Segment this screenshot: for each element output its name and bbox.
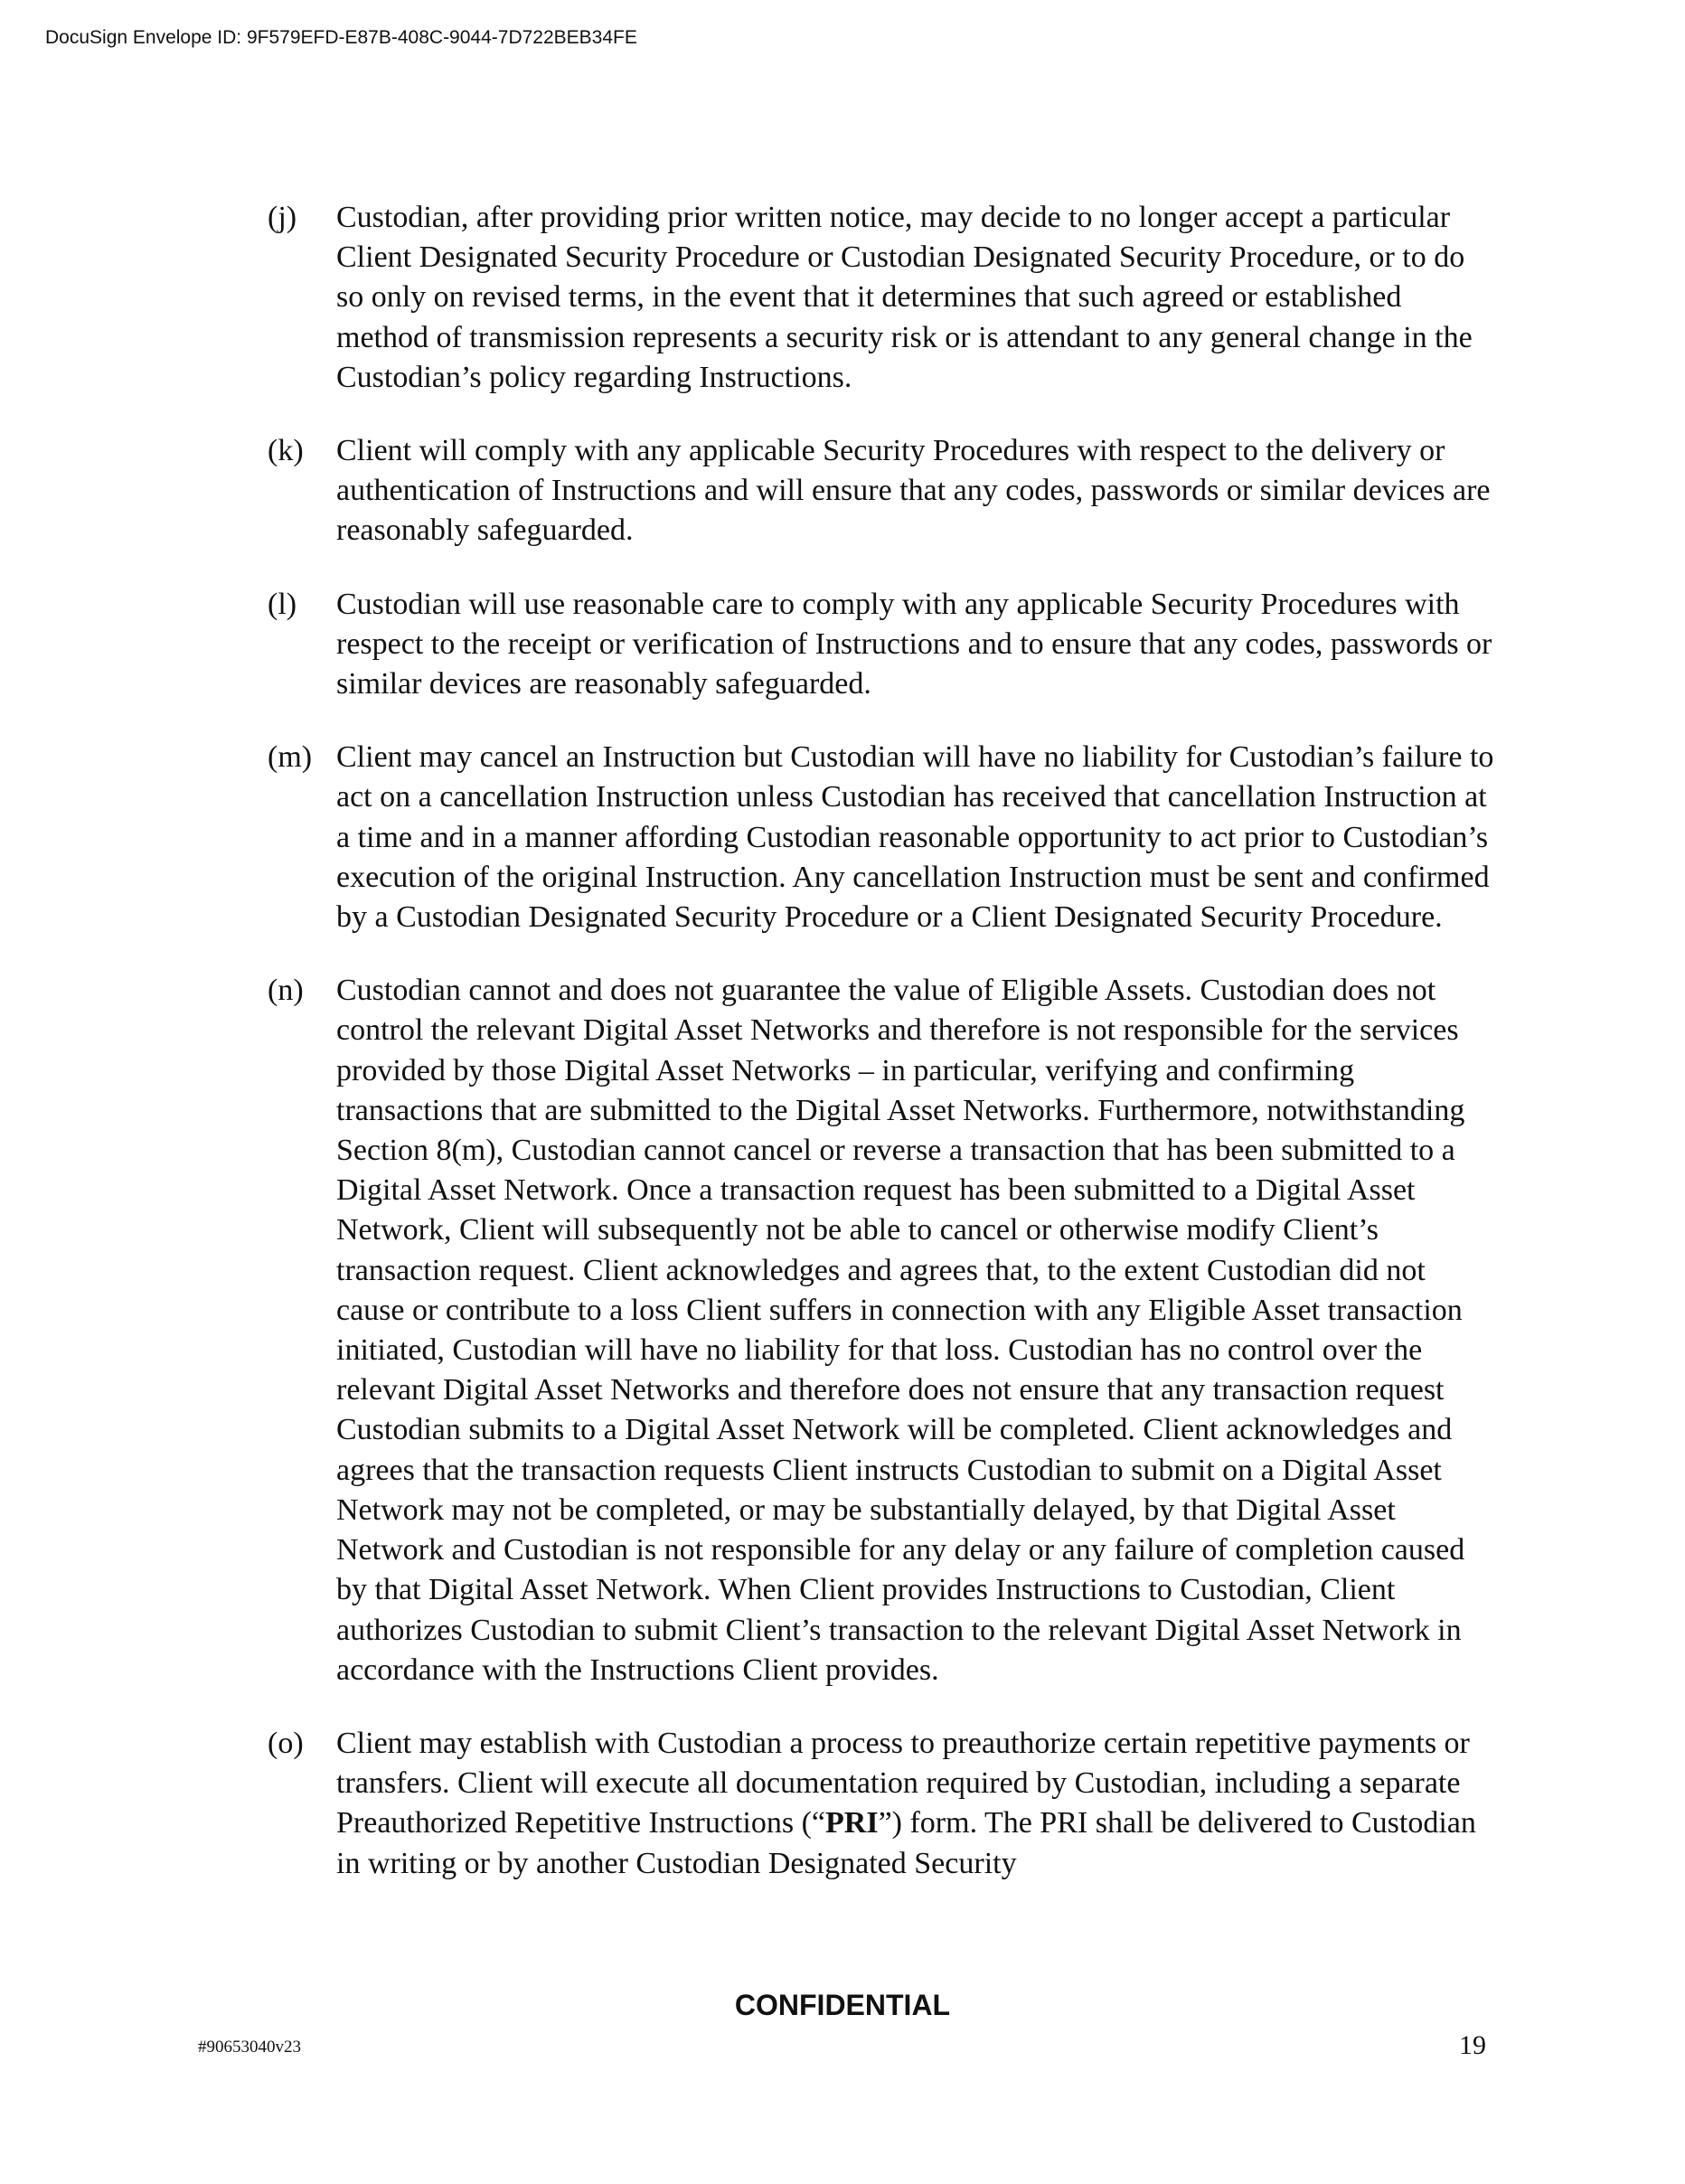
- document-number: #90653040v23: [198, 2038, 301, 2057]
- confidential-footer: CONFIDENTIAL: [734, 1989, 951, 2021]
- clause-o: [268, 1724, 1497, 1884]
- clause-n: [268, 971, 1497, 1690]
- clause-label: (l): [268, 587, 297, 621]
- clause-label: (o): [268, 1726, 304, 1760]
- page-number: 19: [1459, 2030, 1486, 2060]
- envelope-id-header: DocuSign Envelope ID: 9F579EFD-E87B-408C-9044-7D722BEB34FE: [45, 27, 637, 48]
- clause-label: (k): [268, 434, 304, 468]
- clause-text-before: Client may establish with Custodian a process to preauthorize certain repetitive payments or transfers. Client will execute all documentation required by Custodian, including a separate Preauthorized Repetitive Instructions (“: [336, 1726, 1470, 1840]
- clause-m: [268, 738, 1497, 937]
- clause-k: [268, 431, 1497, 551]
- clause-text: Client will comply with any applicable Security Procedures with respect to the delivery or authentication of Instructions and will ensure that any codes, passwords or similar devices are reasonably safeguarded.: [336, 434, 1491, 548]
- document-body: [268, 198, 1497, 1917]
- clause-label: (m): [268, 740, 313, 775]
- defined-term-pri: PRI: [825, 1806, 879, 1840]
- clause-text: Custodian will use reasonable care to comply with any applicable Security Procedures with respect to the receipt or verification of Instructions and to ensure that any codes, passwords or similar devices are reasonably safeguarded.: [336, 587, 1492, 701]
- clause-l: [268, 585, 1497, 705]
- clause-label: (n): [268, 974, 304, 1008]
- clause-label: (j): [268, 201, 297, 234]
- clause-text: Custodian cannot and does not guarantee the value of Eligible Assets. Custodian does not control the relevant Digital Asset Networks and therefore is not responsible for the services provided by those Digital Asset Networks – in particular, verifying and confirming transactions that are submitted to the Digital Asset Networks. Furthermore, notwithstanding Section 8(m), Custodian cannot cancel or reverse a transaction that has been submitted to a Digital Asset Network. Once a transaction request has been submitted to a Digital Asset Network, Client will subsequently not be able to cancel or otherwise modify Client’s transaction request. Client acknowledges and agrees that, to the extent Custodian did not cause or contribute to a loss Client suffers in connection with any Eligible Asset transaction initiated, Custodian will have no liability for that loss. Custodian has no control over the relevant Digital Asset Networks and therefore does not ensure that any transaction request Custodian submits to a Digital Asset Network will be completed. Client acknowledges and agrees that the transaction requests Client instructs Custodian to submit on a Digital Asset Network may not be completed, or may be substantially delayed, by that Digital Asset Network and Custodian is not responsible for any delay or any failure of completion caused by that Digital Asset Network. When Client provides Instructions to Custodian, Client authorizes Custodian to submit Client’s transaction to the relevant Digital Asset Network in accordance with the Instructions Client provides.: [336, 974, 1465, 1687]
- clause-j: [268, 198, 1497, 398]
- clause-text-after: ”) form. The PRI shall be delivered to Custodian in writing or by another Custodian Designated Security: [336, 1806, 1476, 1880]
- clause-text: [336, 1724, 1497, 1884]
- clause-text: Custodian, after providing prior written notice, may decide to no longer accept a particular Client Designated Security Procedure or Custodian Designated Security Procedure, or to do so only on revised terms, in the event that it determines that such agreed or established method of transmission represents a security risk or is attendant to any general change in the Custodian’s policy regarding Instructions.: [336, 201, 1473, 394]
- clause-text: Client may cancel an Instruction but Custodian will have no liability for Custodian’s failure to act on a cancellation Instruction unless Custodian has received that cancellation Instruction at a time and in a manner affording Custodian reasonable opportunity to act prior to Custodian’s execution of the original Instruction. Any cancellation Instruction must be sent and confirmed by a Custodian Designated Security Procedure or a Client Designated Security Procedure.: [336, 740, 1494, 935]
